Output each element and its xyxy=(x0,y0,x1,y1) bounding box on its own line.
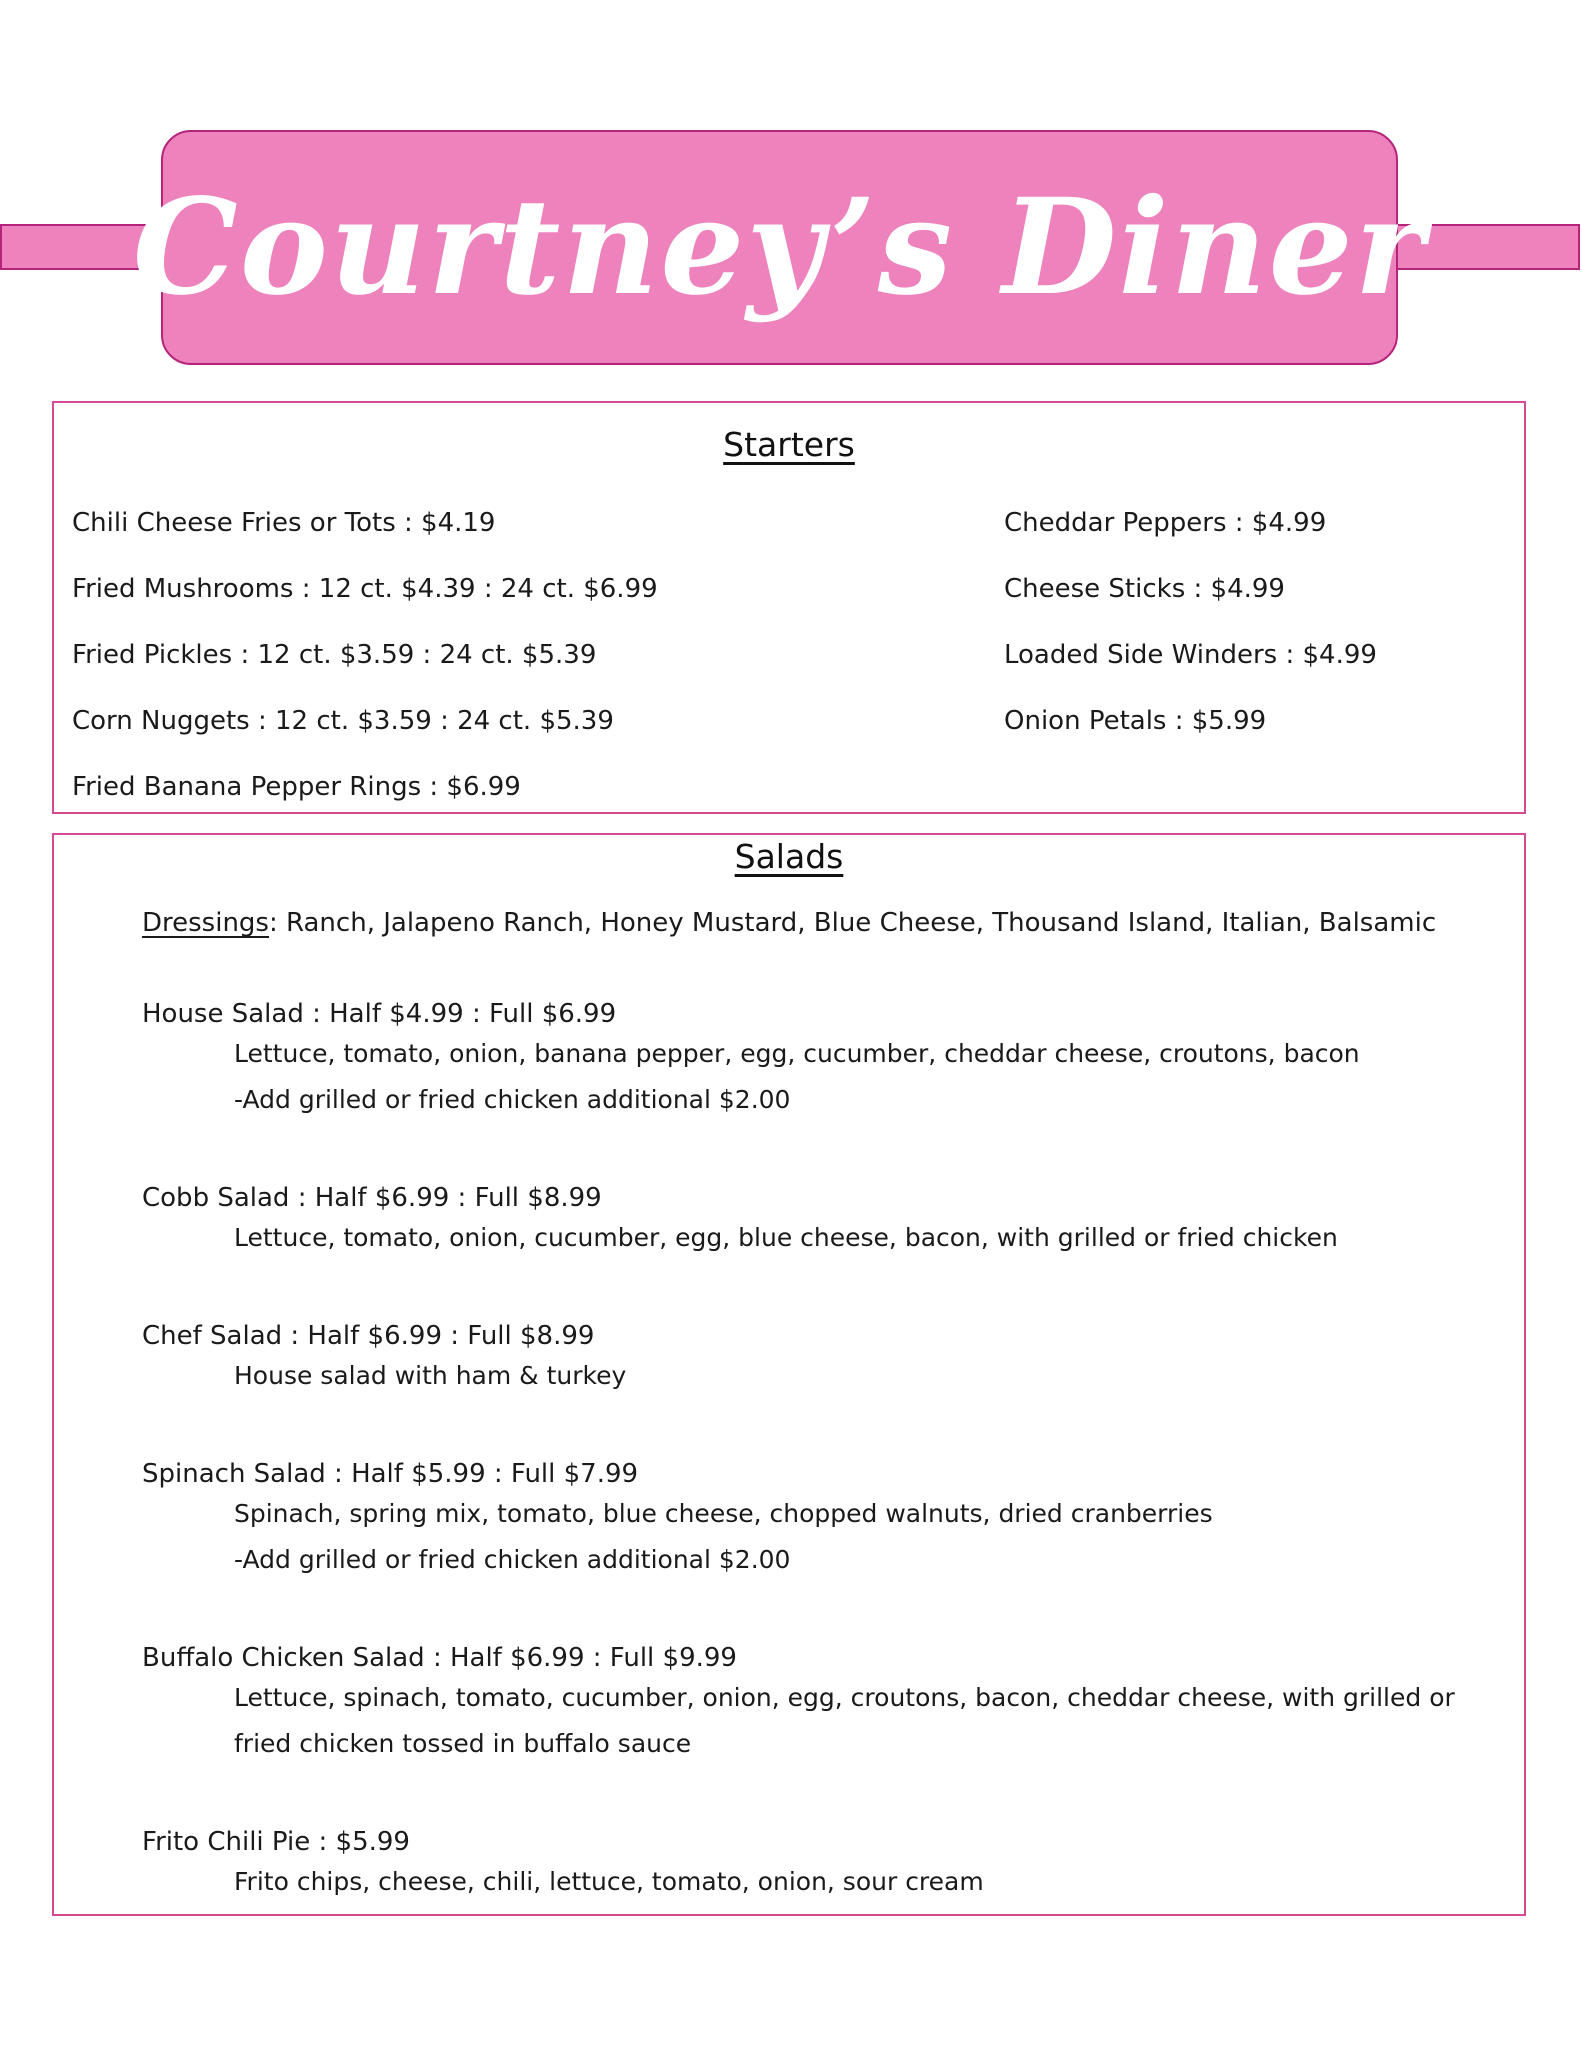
salad-description xyxy=(142,1675,1484,1767)
salad-title: Chef Salad : Half $6.99 : Full $8.99 xyxy=(142,1321,595,1351)
salad-description-line: Spinach, spring mix, tomato, blue cheese, chopped walnuts, dried cranberries xyxy=(234,1499,1213,1528)
salads-heading: Salads xyxy=(734,837,844,876)
diner-title: Courtney’s Diner xyxy=(132,170,1427,325)
dressings-label: Dressings xyxy=(142,908,269,938)
salad-title: Spinach Salad : Half $5.99 : Full $7.99 xyxy=(142,1459,639,1489)
starter-item: Loaded Side Winders : $4.99 xyxy=(1004,640,1377,670)
starter-item: Fried Mushrooms : 12 ct. $4.39 : 24 ct. $6.99 xyxy=(72,574,658,604)
starters-left-column xyxy=(72,507,658,837)
salad-description xyxy=(142,1859,1484,1905)
header-banner xyxy=(132,130,1427,365)
salad-description-line: -Add grilled or fried chicken additional $2.00 xyxy=(234,1545,791,1574)
salad-title: House Salad : Half $4.99 : Full $6.99 xyxy=(142,999,617,1029)
dressings-line xyxy=(142,907,1484,939)
salads-list xyxy=(142,907,1484,1905)
salad-item-chef xyxy=(142,1319,1484,1399)
salad-description-line: Frito chips, cheese, chili, lettuce, tomato, onion, sour cream xyxy=(234,1867,984,1896)
starter-item: Fried Pickles : 12 ct. $3.59 : 24 ct. $5.39 xyxy=(72,640,597,670)
salad-item-buffalo-chicken xyxy=(142,1641,1484,1767)
salad-description xyxy=(142,1031,1484,1123)
salad-title: Buffalo Chicken Salad : Half $6.99 : Full $9.99 xyxy=(142,1643,737,1673)
starters-heading: Starters xyxy=(723,425,855,464)
salads-section xyxy=(52,833,1526,1916)
salad-description-line: -Add grilled or fried chicken additional $2.00 xyxy=(234,1085,791,1114)
starters-section xyxy=(52,401,1526,814)
salad-description-line: Lettuce, tomato, onion, banana pepper, egg, cucumber, cheddar cheese, croutons, bacon xyxy=(234,1039,1360,1068)
salad-description-line: fried chicken tossed in buffalo sauce xyxy=(234,1729,692,1758)
starter-item: Fried Banana Pepper Rings : $6.99 xyxy=(72,772,521,802)
starter-item: Chili Cheese Fries or Tots : $4.19 xyxy=(72,508,496,538)
salad-item-frito-chili-pie xyxy=(142,1825,1484,1905)
salad-description xyxy=(142,1215,1484,1261)
salad-description-line: Lettuce, spinach, tomato, cucumber, onion, egg, croutons, bacon, cheddar cheese, with grilled or xyxy=(234,1683,1455,1712)
starters-right-column xyxy=(1004,507,1377,771)
salad-description xyxy=(142,1491,1484,1583)
starter-item: Corn Nuggets : 12 ct. $3.59 : 24 ct. $5.39 xyxy=(72,706,614,736)
salad-title: Frito Chili Pie : $5.99 xyxy=(142,1827,410,1857)
salad-description-line: House salad with ham & turkey xyxy=(234,1361,627,1390)
salad-description xyxy=(142,1353,1484,1399)
starter-item: Cheese Sticks : $4.99 xyxy=(1004,574,1285,604)
dressings-options: : Ranch, Jalapeno Ranch, Honey Mustard, Blue Cheese, Thousand Island, Italian, Balsamic xyxy=(268,908,1437,938)
salad-title: Cobb Salad : Half $6.99 : Full $8.99 xyxy=(142,1183,602,1213)
salad-item-cobb xyxy=(142,1181,1484,1261)
starter-item: Onion Petals : $5.99 xyxy=(1004,706,1267,736)
salad-description-line: Lettuce, tomato, onion, cucumber, egg, blue cheese, bacon, with grilled or fried chicken xyxy=(234,1223,1338,1252)
starter-item: Cheddar Peppers : $4.99 xyxy=(1004,508,1327,538)
salad-item-spinach xyxy=(142,1457,1484,1583)
salad-item-house xyxy=(142,997,1484,1123)
